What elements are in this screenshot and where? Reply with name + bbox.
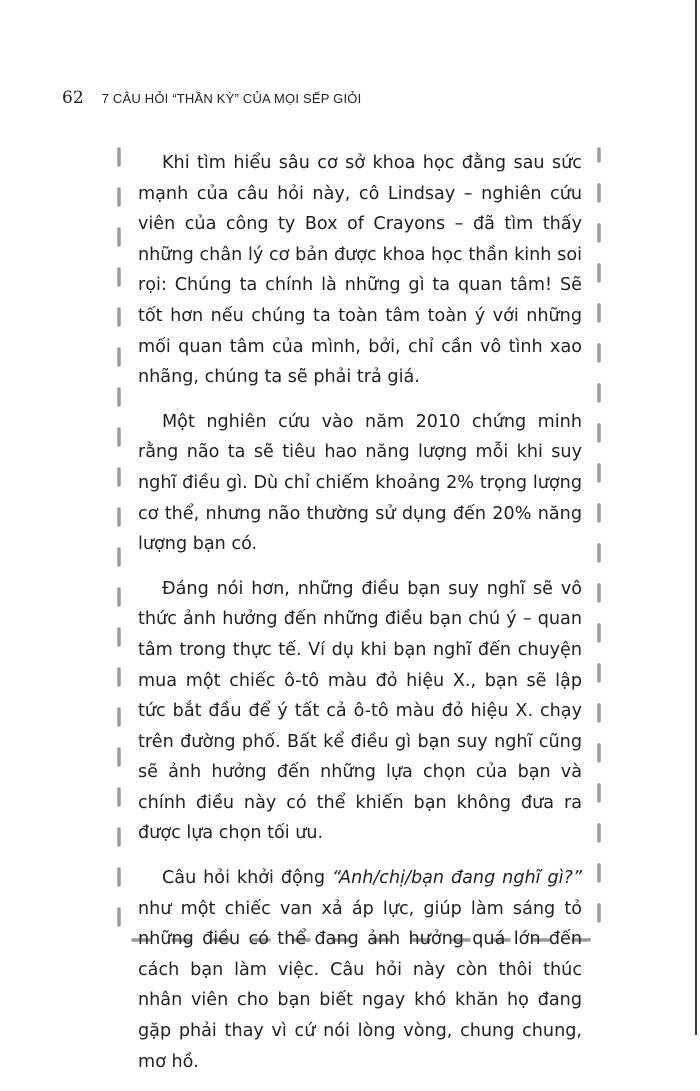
running-head bbox=[62, 88, 361, 112]
body-text bbox=[138, 148, 582, 1091]
paragraph-4-quote: “Anh/chị/bạn đang nghĩ gì?” bbox=[332, 868, 582, 889]
paragraph-4 bbox=[138, 863, 582, 1077]
paragraph-4-end: như một chiếc van xả áp lực, giúp làm sáng tỏ những điều có thể đang ảnh hưởng quá lớn đến cách bạn làm việc. Câu hỏi này còn thôi thúc nhân viên cho bạn biết ngay khó khăn họ đang gặp phải thay vì cứ nói lòng vòng, chung chung, mơ hồ. bbox=[138, 898, 582, 1072]
book-title: 7 CÂU HỎI “THẦN KỲ” CỦA MỌI SẾP GIỎI bbox=[101, 91, 362, 106]
paragraph-1: Khi tìm hiểu sâu cơ sở khoa học đằng sau sức mạnh của câu hỏi này, cô Lindsay – nghiên cứu viên của công ty Box of Crayons – đã tìm thấy những chân lý cơ bản được khoa học thần kinh soi rọi: Chúng ta chính là những gì ta quan tâm! Sẽ tốt hơn nếu chúng ta toàn tâm toàn ý với những mối quan tâm của mình, bởi, chỉ cần vô tình xao nhãng, chúng ta sẽ phải trả giá. bbox=[138, 153, 582, 388]
paragraph-4-start: Câu hỏi khởi động bbox=[162, 868, 333, 889]
page-number: 62 bbox=[62, 88, 84, 108]
paragraph-3: Đáng nói hơn, những điều bạn suy nghĩ sẽ vô thức ảnh hưởng đến những điều bạn chú ý – quan tâm trong thực tế. Ví dụ khi bạn nghĩ đến chuyện mua một chiếc ô-tô màu đỏ hiệu X., bạn sẽ lập tức bắt đầu để ý tất cả ô-tô màu đỏ hiệu X. chạy trên đường phố. Bất kể điều gì bạn suy nghĩ cũng sẽ ảnh hưởng đến những lựa chọn của bạn và chính điều này có thể khiến bạn không đưa ra được lựa chọn tối ưu. bbox=[138, 578, 582, 844]
paragraph-2: Một nghiên cứu vào năm 2010 chứng minh rằng não ta sẽ tiêu hao năng lượng mỗi khi suy nghĩ điều gì. Dù chỉ chiếm khoảng 2% trọng lượng cơ thể, nhưng não thường sử dụng đến 20% năng lượng bạn có. bbox=[138, 411, 582, 555]
